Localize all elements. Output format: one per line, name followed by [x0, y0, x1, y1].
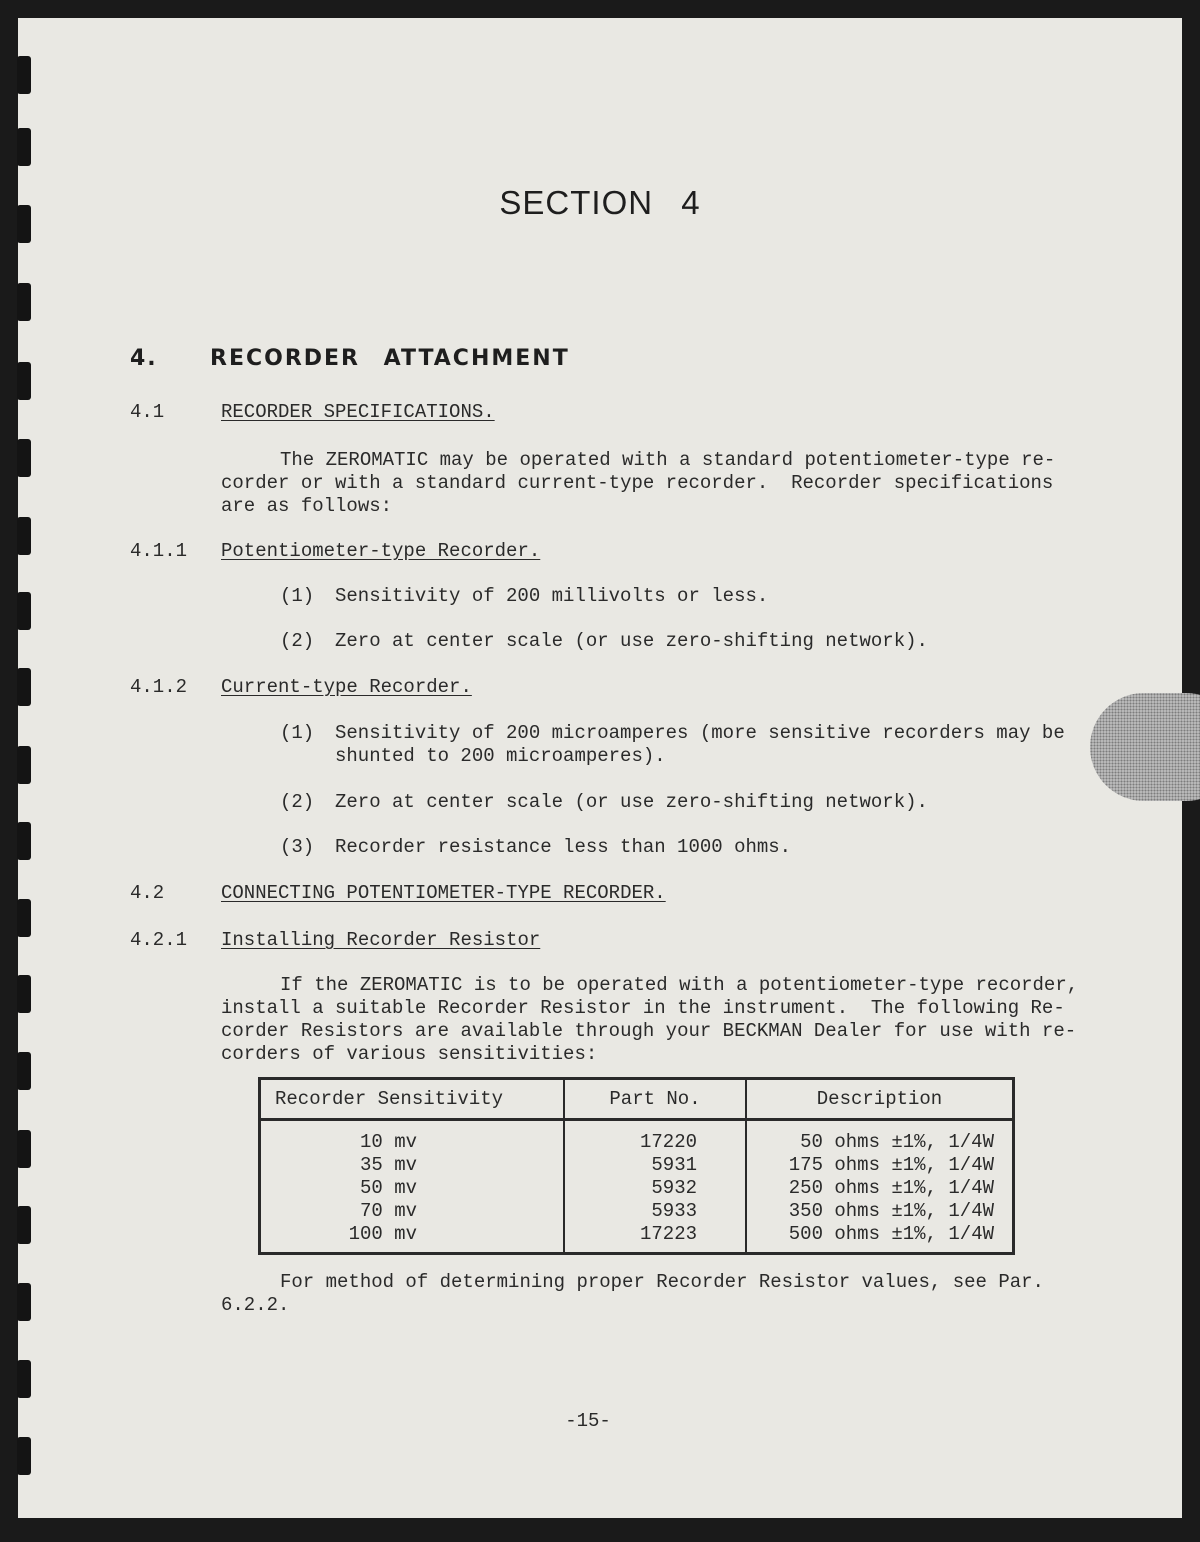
- subsection-number: 4.1: [130, 401, 165, 423]
- list-item-text: shunted to 200 microamperes).: [335, 745, 666, 767]
- list-item-text: Zero at center scale (or use zero-shifting network).: [335, 791, 928, 813]
- table-cell: 350 ohms ±1%, 1/4W: [788, 1200, 994, 1222]
- paragraph-line: are as follows:: [221, 495, 393, 517]
- paragraph-line: The ZEROMATIC may be operated with a standard potentiometer-type re-: [280, 449, 1056, 471]
- list-item-number: (3): [280, 836, 315, 858]
- table-cell: 70 mv: [359, 1200, 417, 1222]
- column-header: Recorder Sensitivity: [260, 1079, 565, 1120]
- list-item-number: (2): [280, 791, 315, 813]
- subsection-number: 4.2.1: [130, 929, 188, 951]
- table-cell: 10 mv: [359, 1131, 417, 1153]
- binding-hole: [17, 592, 31, 630]
- list-item-number: (1): [280, 722, 315, 744]
- heading-title: RECORDER ATTACHMENT: [210, 346, 570, 371]
- part-number-column: [564, 1120, 746, 1254]
- table-cell: 5933: [651, 1200, 697, 1222]
- table-cell: 250 ohms ±1%, 1/4W: [788, 1177, 994, 1199]
- binding-hole: [17, 1052, 31, 1090]
- binding-hole: [17, 746, 31, 784]
- table-cell: 50 ohms ±1%, 1/4W: [800, 1131, 994, 1153]
- binding-hole: [17, 56, 31, 94]
- binding-hole: [17, 1206, 31, 1244]
- table-cell: 175 ohms ±1%, 1/4W: [788, 1154, 994, 1176]
- table-cell: 5931: [651, 1154, 697, 1176]
- column-header: Description: [746, 1079, 1014, 1120]
- subsection-title: CONNECTING POTENTIOMETER-TYPE RECORDER.: [221, 882, 666, 904]
- binding-hole: [17, 1360, 31, 1398]
- binding-hole: [17, 975, 31, 1013]
- resistor-table: [258, 1077, 1015, 1255]
- binding-hole: [17, 1283, 31, 1321]
- section-index-tab: [1090, 693, 1200, 801]
- subsection-number: 4.1.1: [130, 540, 188, 562]
- table-row: [260, 1120, 1014, 1254]
- table-cell: 5932: [651, 1177, 697, 1199]
- binding-hole: [17, 128, 31, 166]
- section-title: SECTION 4: [499, 184, 701, 221]
- table-cell: 17220: [639, 1131, 697, 1153]
- paragraph-line: corders of various sensitivities:: [221, 1043, 598, 1065]
- table-header-row: [260, 1079, 1014, 1120]
- paragraph-line: corder or with a standard current-type recorder. Recorder specifications: [221, 472, 1054, 494]
- subsection-title: RECORDER SPECIFICATIONS.: [221, 401, 495, 423]
- binding-hole: [17, 283, 31, 321]
- table-cell: 100 mv: [348, 1223, 417, 1245]
- list-item-number: (1): [280, 585, 315, 607]
- binding-hole: [17, 822, 31, 860]
- subsection-title: Installing Recorder Resistor: [221, 929, 541, 951]
- paragraph-line: 6.2.2.: [221, 1294, 290, 1316]
- column-header: Part No.: [564, 1079, 746, 1120]
- description-column: [746, 1120, 1014, 1254]
- list-item-text: Sensitivity of 200 millivolts or less.: [335, 585, 769, 607]
- table-cell: 500 ohms ±1%, 1/4W: [788, 1223, 994, 1245]
- list-item-text: Recorder resistance less than 1000 ohms.: [335, 836, 792, 858]
- subsection-title: Potentiometer-type Recorder.: [221, 540, 541, 562]
- paragraph-line: install a suitable Recorder Resistor in the instrument. The following Re-: [221, 997, 1065, 1019]
- heading-number: 4.: [130, 346, 158, 371]
- table-cell: 35 mv: [359, 1154, 417, 1176]
- list-item-text: Zero at center scale (or use zero-shifting network).: [335, 630, 928, 652]
- paragraph-line: corder Resistors are available through your BECKMAN Dealer for use with re-: [221, 1020, 1077, 1042]
- table-cell: 50 mv: [359, 1177, 417, 1199]
- paragraph-line: If the ZEROMATIC is to be operated with a potentiometer-type recorder,: [280, 974, 1079, 996]
- binding-hole: [17, 668, 31, 706]
- subsection-title: Current-type Recorder.: [221, 676, 472, 698]
- table-cell: 17223: [639, 1223, 697, 1245]
- binding-hole: [17, 899, 31, 937]
- page-number: -15-: [565, 1410, 611, 1432]
- paragraph-line: For method of determining proper Recorder Resistor values, see Par.: [280, 1271, 1044, 1293]
- list-item-number: (2): [280, 630, 315, 652]
- list-item-text: Sensitivity of 200 microamperes (more sensitive recorders may be: [335, 722, 1065, 744]
- sensitivity-column: [260, 1120, 565, 1254]
- subsection-number: 4.2: [130, 882, 165, 904]
- subsection-number: 4.1.2: [130, 676, 188, 698]
- binding-hole: [17, 1437, 31, 1475]
- binding-hole: [17, 1130, 31, 1168]
- binding-hole: [17, 439, 31, 477]
- binding-hole: [17, 517, 31, 555]
- binding-hole: [17, 362, 31, 400]
